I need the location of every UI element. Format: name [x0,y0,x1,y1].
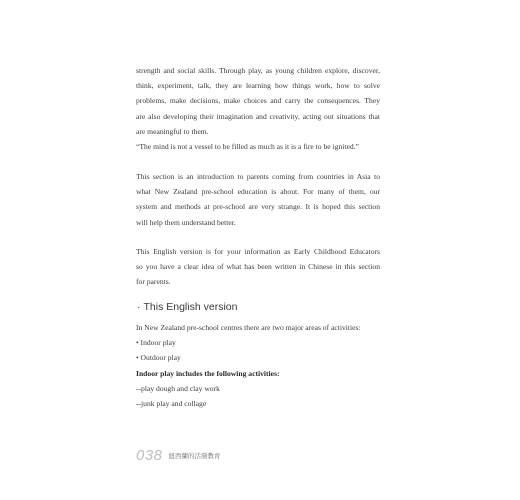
text-line: problems, make decisions, make choices and carry the consequences. They [136,96,380,106]
text-line: strength and social skills. Through play, as young children explore, discover, [136,66,380,75]
page-number: 038 [136,446,163,464]
paragraph-introduction [136,169,380,230]
page-footer [136,446,221,464]
paragraph-english-version [136,244,380,290]
text-line: for parents. [136,277,171,287]
list-intro: In New Zealand pre-school centres there are two major areas of activities: [136,323,361,332]
heading-text: This English version [143,301,238,313]
text-line: system and methods at pre-school are very strange. It is hoped this section [136,202,380,212]
list-item: • Outdoor play [136,353,181,363]
section-heading [137,301,237,313]
activities-heading: Indoor play includes the following activities: [136,368,280,378]
text-line: will help them understand better. [136,217,236,227]
text-line: are also developing their imagination and creativity, acting out situations that [136,111,380,121]
text-line: what New Zealand pre-school education is about. For many of them, our [136,187,380,197]
heading-bullet: · [137,301,141,313]
activity-item: --junk play and collage [136,399,207,409]
quote-line: “The mind is not a vessel to be filled as much as it is a fire to be ignited.” [136,142,359,152]
activity-item: --play dough and clay work [136,383,220,393]
list-item: • Indoor play [136,338,176,348]
book-title: 紐西蘭的活潑教育 [168,451,221,460]
text-line: so you have a clear idea of what has been written in Chinese in this section [136,262,380,272]
paragraph-play-benefits [136,63,380,154]
text-line: This section is an introduction to parents coming from countries in Asia to [136,172,380,181]
activities-list [136,320,396,411]
text-line: think, experiment, talk, they are learning how things work, how to solve [136,81,380,91]
text-line: are meaningful to them. [136,126,209,136]
text-line: This English version is for your information as Early Childhood Educators [136,247,380,256]
